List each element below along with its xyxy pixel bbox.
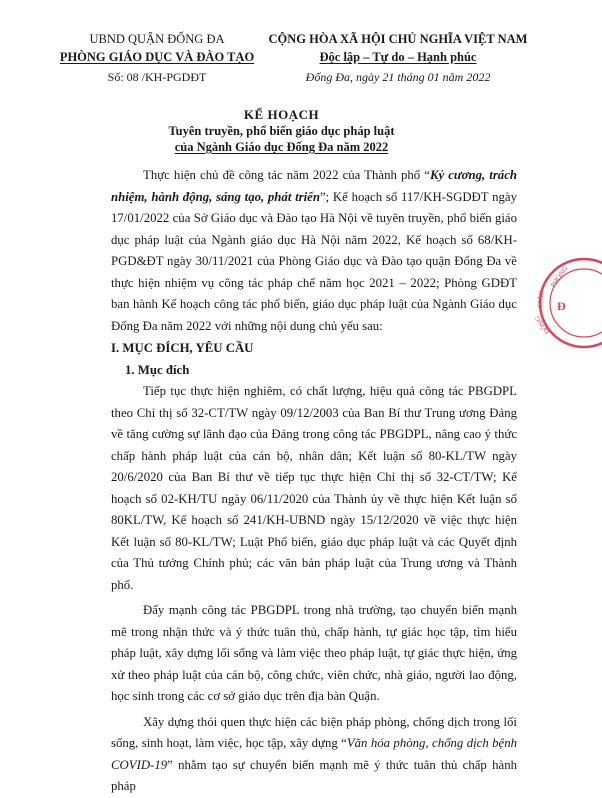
intro-before: Thực hiện chủ đề công tác năm 2022 của Thành phố “ (143, 168, 430, 182)
title-subject: Tuyên truyền, phổ biến giáo dục pháp luật (168, 124, 395, 138)
para3-italic: Văn hóa phòng, chống dịch bệnh COVID-19 (111, 736, 517, 772)
svg-text:Đ: Đ (557, 299, 566, 313)
para3-after: ” nhằm tạo sự chuyển biến mạnh mẽ ý thức tuân thủ chấp hành pháp (111, 757, 517, 793)
purpose-paragraph-2: Đẩy mạnh công tác PBGDPL trong nhà trường, tạo chuyển biến mạnh mẽ trong nhận thức và ý thức tuân thủ, chấp hành, tự giác học tập, tìm hiểu pháp luật, xây dựng lối sống và làm việc theo pháp luật, tự giác thực hiện, ứng xử theo pháp luật của cán bộ, công chức, viên chức, nhà giáo, người lao động, học sinh trong các cơ sở giáo dục trên địa bàn Quận. (111, 603, 517, 703)
agency-name: UBND QUẬN ĐỐNG ĐA (89, 32, 225, 46)
document-number: Số: 08 /KH-PGDĐT (107, 70, 207, 84)
title-scope-text: của Ngành Giáo dục Đống Đa năm 2022 (174, 140, 389, 154)
department-name-text: PHÒNG GIÁO DỤC VÀ ĐÀO TẠO (59, 50, 255, 64)
intro-theme: Kỷ cương, trách nhiệm, hành động, sáng tạo, phát triển (111, 168, 517, 204)
country-name: CỘNG HÒA XÃ HỘI CHỦ NGHĨA VIỆT NAM (268, 32, 528, 46)
national-motto-text: Độc lập – Tự do – Hạnh phúc (319, 50, 477, 64)
section-heading: I. MỤC ĐÍCH, YÊU CẦU (111, 341, 254, 355)
svg-text:ĐỐNG: ĐỐNG (533, 314, 552, 336)
place-date: Đống Đa, ngày 21 tháng 01 năm 2022 (305, 70, 491, 84)
document-body (111, 165, 517, 798)
subsection-heading: 1. Mục đích (125, 362, 190, 377)
title-kind: KẾ HOẠCH (243, 107, 320, 122)
purpose-paragraph-3 (111, 712, 517, 798)
red-seal-stamp (532, 248, 602, 358)
para3-before: Xây dựng thói quen thực hiện các biện pháp phòng, chống dịch trong lối sống, sinh hoạt, làm việc, học tập, xây dựng “ (111, 714, 517, 750)
department-name (52, 48, 262, 66)
title-scope (0, 139, 563, 155)
purpose-paragraph-1: Tiếp tục thực hiện nghiêm, có chất lượng, hiệu quả công tác PBGDPL theo Chỉ thị số 32-CT/TW ngày 09/12/2003 của Ban Bí thư Trung ương Đảng về tăng cường sự lãnh đạo của Đảng trong công tác PBGDPL, nâng cao ý thức chấp hành pháp luật của cán bộ, nhân dân; Kết luận số 80-KL/TW ngày 20/6/2020 của Ban Bí thư về tiếp tục thực hiện Chỉ thị số 32-CT/TW; Kế hoạch số 02-KH/TU ngày 06/11/2020 của Thành ủy về thực hiện Kết luận số 80KL/TW, Kế hoạch số 241/KH-UBND ngày 15/12/2020 về việc thực hiện Kết luận số 80-KL/TW; Luật Phổ biến, giáo dục pháp luật và các Quyết định của Thủ tướng Chính phủ; các văn bản pháp luật của Trung ương và Thành phố. (111, 384, 517, 592)
national-motto (258, 48, 538, 66)
svg-text:PHÒNG: PHÒNG (549, 264, 570, 290)
svg-text:GIÁO: GIÁO (536, 290, 546, 309)
header-right (258, 30, 538, 86)
document-title (0, 107, 563, 155)
header-left (52, 30, 262, 86)
intro-paragraph (111, 165, 517, 337)
intro-after: ”; Kế hoạch số 117/KH-SGDĐT ngày 17/01/2022 của Sở Giáo dục và Đào tạo Hà Nội về tuyên truyền, phổ biến giáo dục pháp luật của Ngành giáo dục Hà Nội năm 2022, Kế hoạch số 68/KH-PGD&ĐT ngày 30/11/2021 của Phòng Giáo dục và Đào tạo quận Đống Đa về thực hiện nhiệm vụ công tác pháp chế năm học 2021 – 2022; Phòng GDĐT ban hành Kế hoạch công tác phổ biến, giáo dục pháp luật của Ngành Giáo dục Đống Đa năm 2022 với những nội dung chủ yếu sau: (111, 189, 517, 333)
